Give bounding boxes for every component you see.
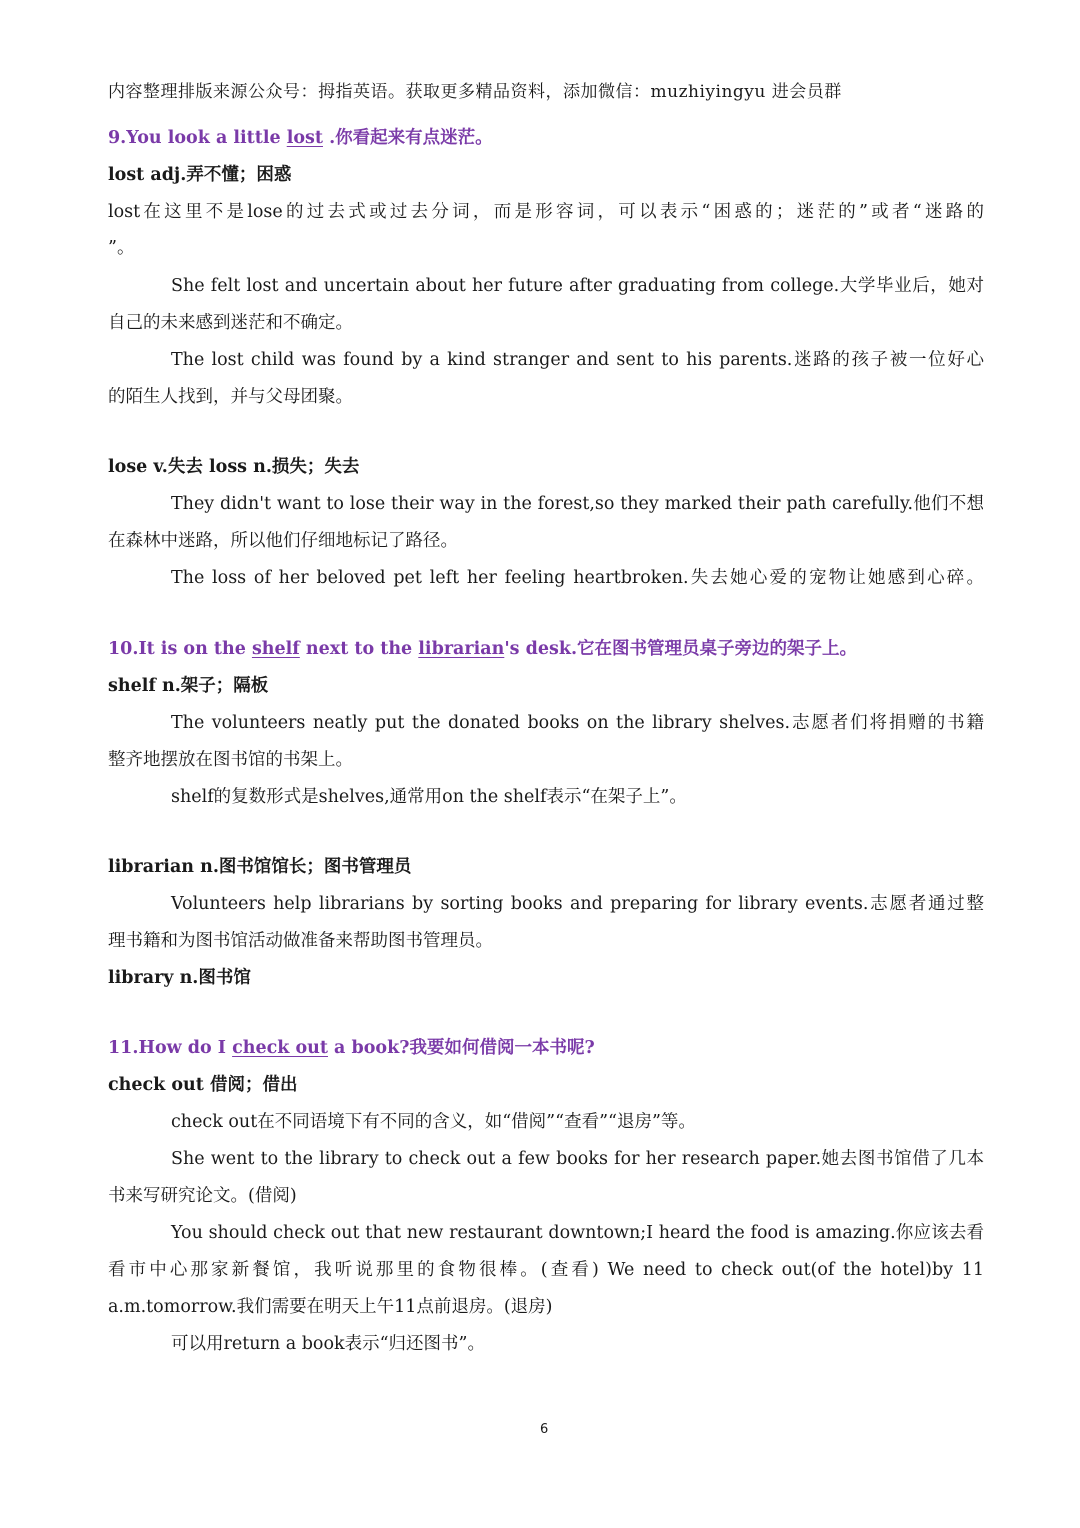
section-10-heading	[108, 637, 857, 661]
term-library: library n.图书馆	[108, 968, 251, 988]
example-line: 在森林中迷路，所以他们仔细地标记了路径。	[108, 531, 458, 551]
note-line: check out在不同语境下有不同的含义，如“借阅”“查看”“退房”等。	[171, 1112, 696, 1132]
example-line: 看市中心那家新餐馆，我听说那里的食物很棒。(查看) We need to check out(of the hotel)by 11	[108, 1260, 984, 1280]
term-librarian: librarian n.图书馆馆长；图书管理员	[108, 857, 412, 877]
example-line: You should check out that new restaurant downtown;I heard the food is amazing.你应该去看	[171, 1223, 984, 1243]
note-line: ”。	[108, 238, 135, 258]
heading-keyword-librarian: librarian	[418, 639, 505, 659]
term-lost: lost adj.弄不懂；困惑	[108, 165, 292, 185]
heading-keyword-check-out: check out	[232, 1038, 328, 1058]
heading-text: 11.How do I	[108, 1038, 233, 1058]
example-line: She felt lost and uncertain about her future after graduating from college.大学毕业后，她对	[171, 276, 984, 296]
heading-text: 's desk.它在图书管理员桌子旁边的架子上。	[504, 639, 858, 659]
example-line: She went to the library to check out a few books for her research paper.她去图书馆借了几本	[171, 1149, 984, 1169]
section-11-heading	[108, 1036, 595, 1060]
term-check-out: check out 借阅；借出	[108, 1075, 298, 1095]
example-line: The lost child was found by a kind stranger and sent to his parents.迷路的孩子被一位好心	[171, 350, 984, 370]
example-line: 整齐地摆放在图书馆的书架上。	[108, 750, 353, 770]
example-line: 理书籍和为图书馆活动做准备来帮助图书管理员。	[108, 931, 493, 951]
heading-text: .你看起来有点迷茫。	[322, 128, 493, 148]
heading-keyword-lost: lost	[286, 128, 323, 148]
example-line: The volunteers neatly put the donated books on the library shelves.志愿者们将捐赠的书籍	[171, 713, 984, 733]
heading-text: 10.It is on the	[108, 639, 252, 659]
example-line: a.m.tomorrow.我们需要在明天上午11点前退房。(退房)	[108, 1297, 553, 1317]
example-line: Volunteers help librarians by sorting books and preparing for library events.志愿者通过整	[171, 894, 984, 914]
source-header: 内容整理排版来源公众号：拇指英语。获取更多精品资料，添加微信：muzhiyingyu 进会员群	[108, 82, 842, 102]
heading-text: next to the	[299, 639, 419, 659]
example-line: The loss of her beloved pet left her feeling heartbroken.失去她心爱的宠物让她感到心碎。	[171, 568, 984, 588]
heading-keyword-shelf: shelf	[251, 639, 300, 659]
note-line: shelf的复数形式是shelves,通常用on the shelf表示“在架子上”。	[171, 787, 687, 807]
heading-text: 9.You look a little	[108, 128, 287, 148]
page-number: 6	[540, 1422, 549, 1437]
example-line: 书来写研究论文。(借阅)	[108, 1186, 297, 1206]
example-line: 自己的未来感到迷茫和不确定。	[108, 313, 353, 333]
term-shelf: shelf n.架子；隔板	[108, 676, 269, 696]
example-line: 的陌生人找到，并与父母团聚。	[108, 387, 353, 407]
heading-text: a book?我要如何借阅一本书呢?	[327, 1038, 595, 1058]
example-line: They didn't want to lose their way in the forest,so they marked their path carefully.他们不想	[171, 494, 984, 514]
note-line: lost在这里不是lose的过去式或过去分词，而是形容词，可以表示“困惑的；迷茫的”或者“迷路的	[108, 202, 984, 222]
note-line: 可以用return a book表示“归还图书”。	[171, 1334, 485, 1354]
term-lose-loss: lose v.失去 loss n.损失；失去	[108, 457, 360, 477]
section-9-heading	[108, 126, 493, 150]
